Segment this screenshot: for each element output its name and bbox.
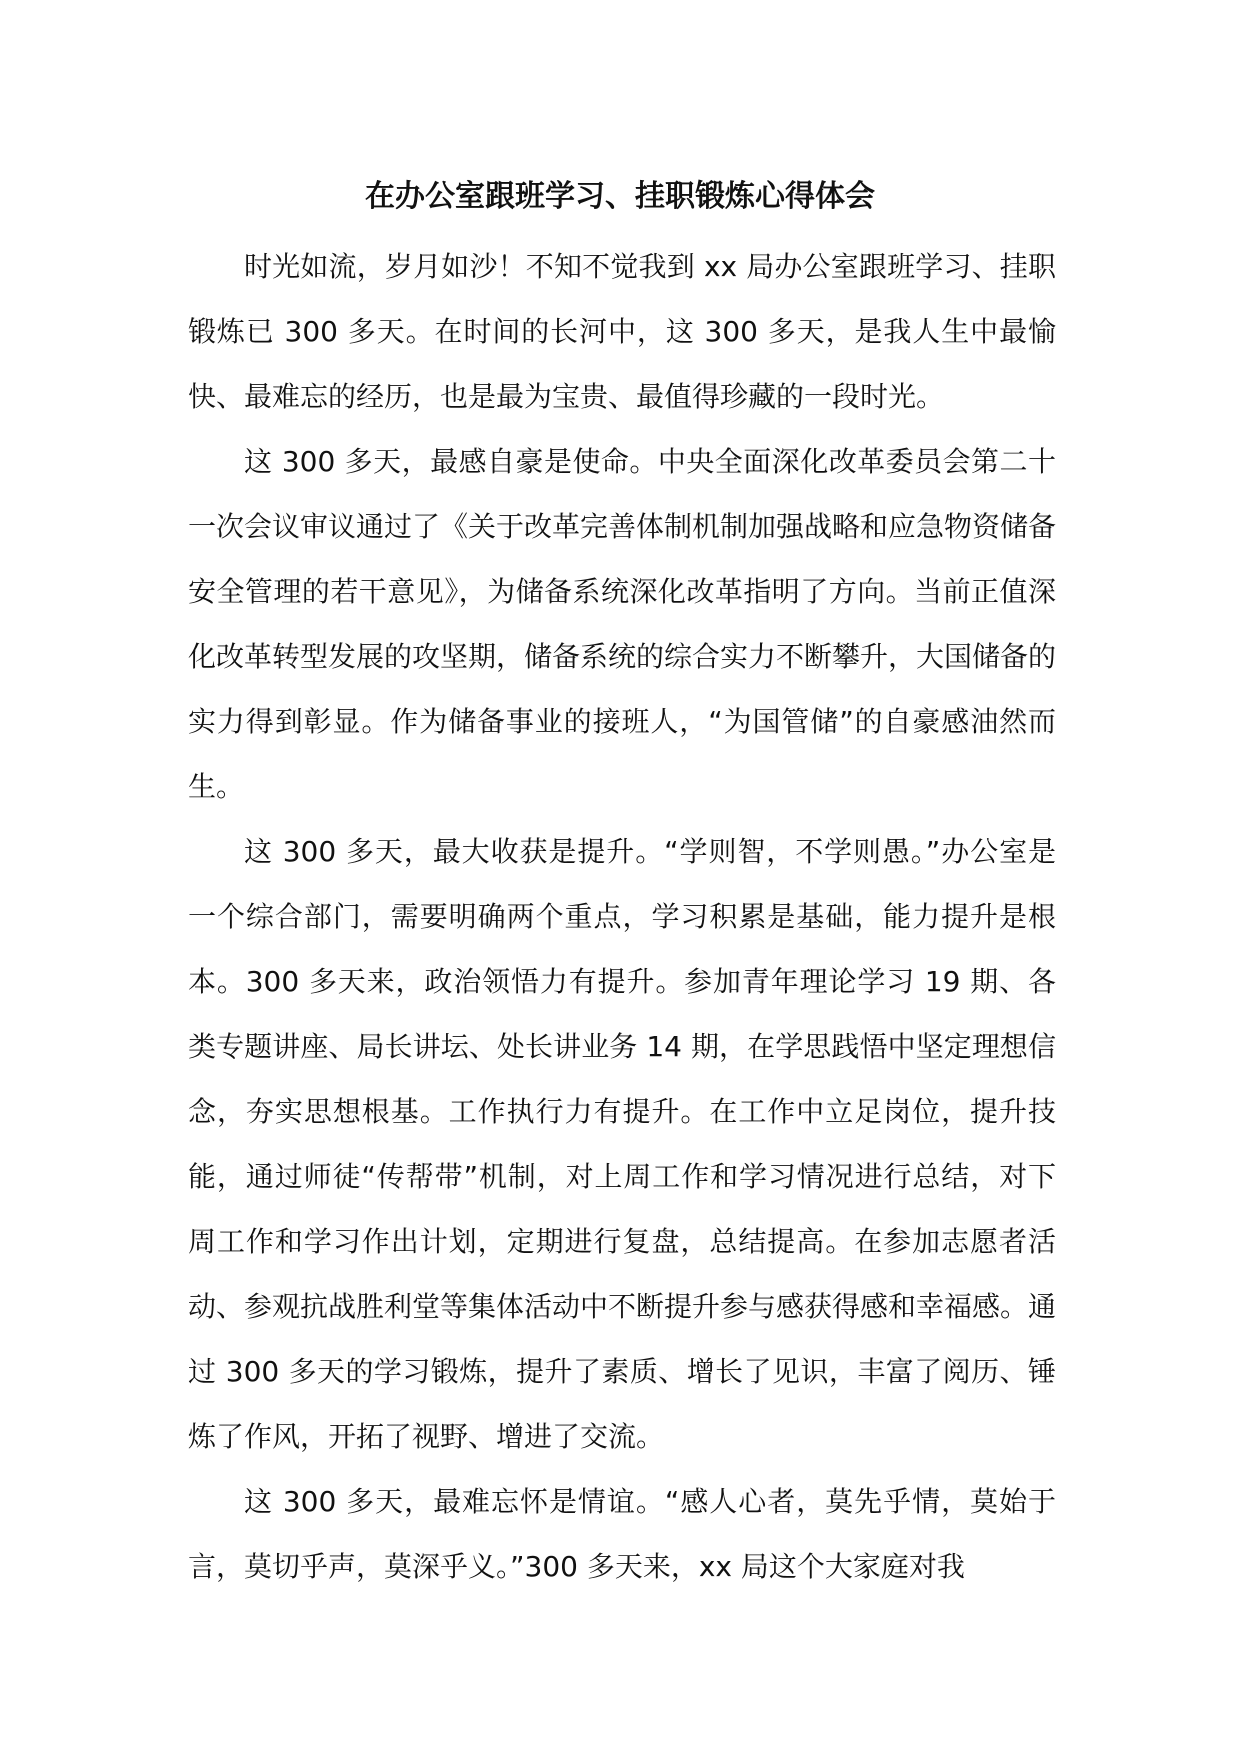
paragraph-4: 这 300 多天，最难忘怀是情谊。“感人心者，莫先乎情，莫始于言，莫切乎声，莫深乎义。”300 多天来，xx 局这个大家庭对我	[188, 1485, 1056, 1583]
document-body	[188, 234, 1056, 1599]
paragraph-2: 这 300 多天，最感自豪是使命。中央全面深化改革委员会第二十一次会议审议通过了《关于改革完善体制机制加强战略和应急物资储备安全管理的若干意见》，为储备系统深化改革指明了方向。当前正值深化改革转型发展的攻坚期，储备系统的综合实力不断攀升，大国储备的实力得到彰显。作为储备事业的接班人，“为国管储”的自豪感油然而生。	[188, 445, 1057, 803]
paragraph-1: 时光如流，岁月如沙！不知不觉我到 xx 局办公室跟班学习、挂职锻炼已 300 多天。在时间的长河中，这 300 多天，是我人生中最愉快、最难忘的经历，也是最为宝贵、最值得珍藏的一段时光。	[188, 250, 1056, 413]
paragraph-3: 这 300 多天，最大收获是提升。“学则智，不学则愚。”办公室是一个综合部门，需要明确两个重点，学习积累是基础，能力提升是根本。300 多天来，政治领悟力有提升。参加青年理论学习 19 期、各类专题讲座、局长讲坛、处长讲业务 14 期，在学思践悟中坚定理想信念，夯实思想根基。工作执行力有提升。在工作中立足岗位，提升技能，通过师徒“传帮带”机制，对上周工作和学习情况进行总结，对下周工作和学习作出计划，定期进行复盘，总结提高。在参加志愿者活动、参观抗战胜利堂等集体活动中不断提升参与感获得感和幸福感。通过 300 多天的学习锻炼，提升了素质、增长了见识，丰富了阅历、锤炼了作风，开拓了视野、增进了交流。	[188, 835, 1057, 1453]
document-title: 在办公室跟班学习、挂职锻炼心得体会	[365, 179, 875, 214]
